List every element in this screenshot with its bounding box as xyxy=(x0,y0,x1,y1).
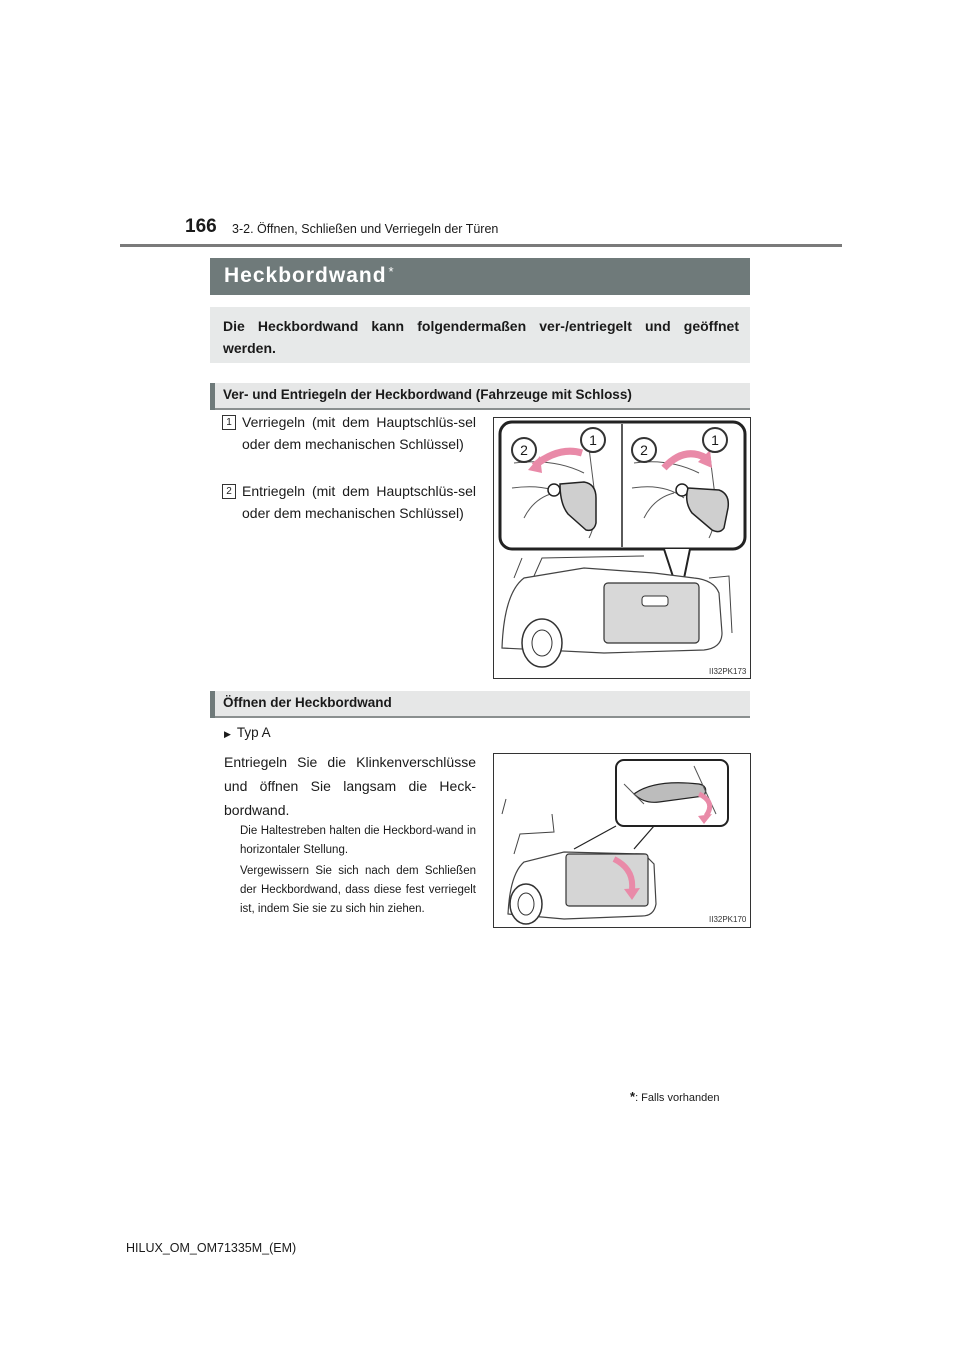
open-note-2: Vergewissern Sie sich nach dem Schließen der Heckbordwand, dass diese fest verriegelt ist, indem Sie sie zu sich hin ziehen. xyxy=(240,865,476,915)
header-divider xyxy=(120,244,842,247)
lock-figure xyxy=(493,417,751,679)
item-number-1: 1 xyxy=(222,415,236,430)
item-number-2: 2 xyxy=(222,484,236,499)
section-title: Heckbordwand * xyxy=(224,264,395,287)
item-text-unlock: Entriegeln (mit dem Hauptschlüs-sel oder dem mechanischen Schlüssel) xyxy=(242,483,476,521)
type-label: ▶ Typ A xyxy=(224,725,271,740)
figure-id: II32PK173 xyxy=(709,667,747,676)
heading-marker xyxy=(210,383,215,410)
lock-heading-label: Ver- und Entriegeln der Heckbordwand (Fahrzeuge mit Schloss) xyxy=(223,387,632,402)
item-text-lock: Verriegeln (mit dem Hauptschlüs-sel oder dem mechanischen Schlüssel) xyxy=(242,414,476,452)
chapter-title: 3-2. Öffnen, Schließen und Verriegeln der Türen xyxy=(232,222,499,236)
open-main-text: Entriegeln Sie die Klinkenverschlüsse und öffnen Sie langsam die Heck-bordwand. xyxy=(224,754,476,818)
section-title-bar xyxy=(210,258,750,295)
open-section-heading xyxy=(210,691,750,718)
footnote: *: Falls vorhanden xyxy=(630,1089,720,1104)
callout-2-left: 2 xyxy=(511,437,537,463)
triangle-bullet-icon: ▶ xyxy=(224,729,231,739)
open-heading-label: Öffnen der Heckbordwand xyxy=(223,695,392,710)
callout-1-left: 1 xyxy=(580,427,606,453)
optional-mark: * xyxy=(388,264,395,279)
intro-box xyxy=(210,307,750,363)
callout-1-right: 1 xyxy=(702,427,728,453)
tailgate-open-illustration xyxy=(494,754,750,927)
page-number: 166 xyxy=(185,216,217,237)
footnote-mark: * xyxy=(630,1089,636,1104)
document-id: HILUX_OM_OM71335M_(EM) xyxy=(126,1241,297,1255)
open-figure xyxy=(493,753,751,928)
callout-2-right: 2 xyxy=(631,437,657,463)
heading-marker xyxy=(210,691,215,718)
open-note-1: Die Haltestreben halten die Heckbord-wand in horizontaler Stellung. xyxy=(240,825,476,856)
figure-id: II32PK170 xyxy=(709,915,747,924)
intro-text: Die Heckbordwand kann folgendermaßen ver-/entriegelt und geöffnet werden. xyxy=(223,318,739,356)
lock-section-heading xyxy=(210,383,750,410)
